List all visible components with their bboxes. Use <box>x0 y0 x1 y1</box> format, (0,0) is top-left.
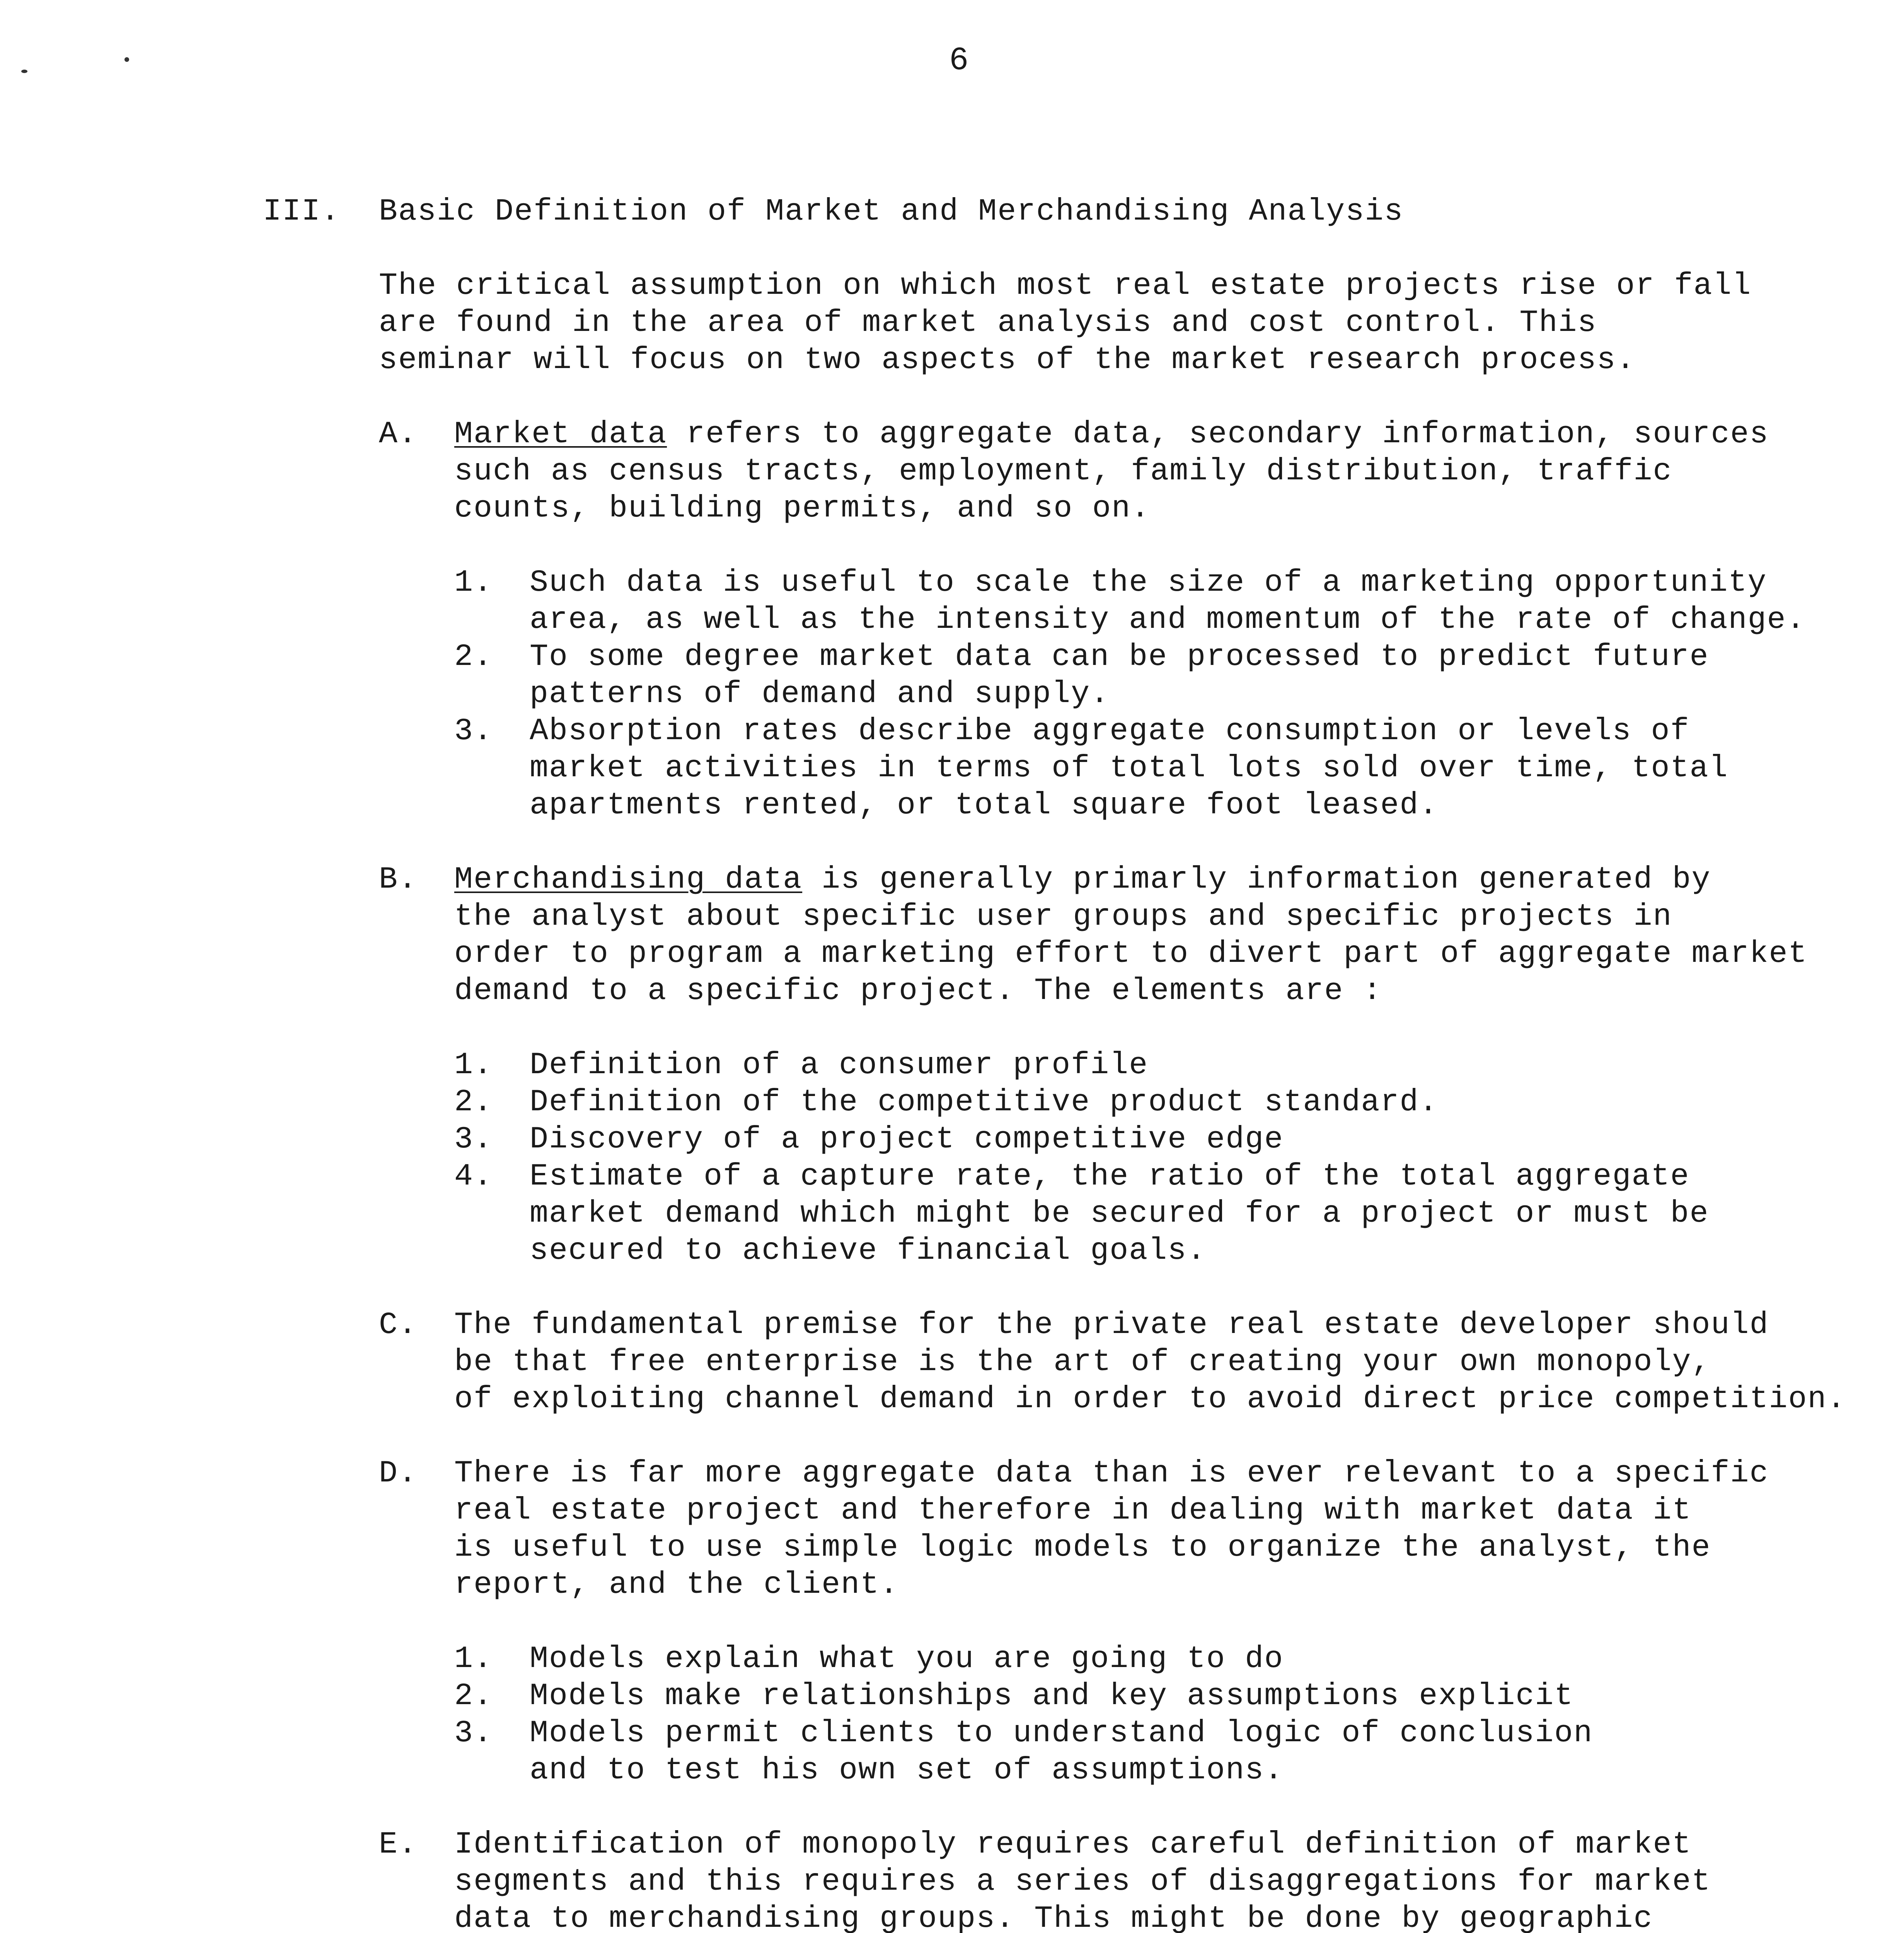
item-text: There is far more aggregate data than is ever relevant to a specific real estate project and therefore in dealing with market data it is useful to use simple logic models to organize the analyst, the report, and the client. <box>454 1456 1769 1602</box>
section-iii <box>263 193 1871 1933</box>
list-item <box>454 1641 1871 1678</box>
sublist-d <box>379 1641 1871 1789</box>
list-item-text: To some degree market data can be processed to predict future patterns of demand and supply. <box>530 639 1709 712</box>
list-item-number: 3. <box>454 1122 493 1157</box>
list-item-number: 1. <box>454 1048 493 1083</box>
item-body <box>454 416 1871 527</box>
item-letter: E. <box>379 1827 418 1862</box>
item-text: is generally primarly information generated by the analyst about specific user groups and specific projects in order to program a marketing effort to divert part of aggregate market demand to a specific project. The elements are : <box>454 862 1808 1009</box>
page-number: 6 <box>949 43 969 79</box>
item-paragraph <box>454 416 1871 527</box>
item-letter: C. <box>379 1307 418 1343</box>
list-item-number: 3. <box>454 714 493 749</box>
sublist-b <box>379 1047 1871 1270</box>
item-term: Market data <box>454 417 667 452</box>
item-text: Identification of monopoly requires careful definition of market segments and this requires a series of disaggregations for market data to merchandising groups. This might be done by geographic <box>454 1827 1711 1933</box>
list-item <box>454 1678 1871 1715</box>
list-item-text: Such data is useful to scale the size of a marketing opportunity area, as well as the intensity and momentum of the rate of change. <box>530 565 1806 638</box>
section-numeral: III. <box>263 194 341 229</box>
item-letter: B. <box>379 862 418 897</box>
list-item-number: 2. <box>454 639 493 675</box>
list-item-text: Models make relationships and key assumptions explicit <box>530 1679 1574 1714</box>
intro-paragraph: The critical assumption on which most real estate projects rise or fall are found in the area of market analysis and cost control. This seminar will focus on two aspects of the market research process. <box>379 268 1752 378</box>
list-item-text: Definition of the competitive product standard. <box>530 1085 1439 1120</box>
item-paragraph <box>454 861 1871 1010</box>
list-item <box>454 564 1871 639</box>
item-body <box>454 1455 1871 1604</box>
list-item-number: 1. <box>454 1642 493 1677</box>
list-item-text: Models explain what you are going to do <box>530 1642 1284 1677</box>
item-d <box>379 1455 1871 1604</box>
item-term: Merchandising data <box>454 862 803 897</box>
sublist-a <box>379 564 1871 824</box>
scan-speck <box>21 70 27 73</box>
list-item-number: 1. <box>454 565 493 600</box>
item-text: The fundamental premise for the private real estate developer should be that free enterprise is the art of creating your own monopoly, of exploiting channel demand in order to avoid direct price competition. <box>454 1307 1846 1417</box>
item-body <box>454 861 1871 1010</box>
section-heading <box>263 193 1871 230</box>
item-letter: A. <box>379 417 418 452</box>
list-item <box>454 1047 1871 1084</box>
item-c <box>379 1307 1871 1418</box>
item-body <box>454 1826 1871 1933</box>
item-body <box>454 1307 1871 1418</box>
item-letter: D. <box>379 1456 418 1491</box>
item-e <box>379 1826 1871 1933</box>
item-text: refers to aggregate data, secondary information, sources such as census tracts, employment, family distribution, traffic counts, building permits, and so on. <box>454 417 1769 526</box>
list-item-text: Models permit clients to understand logic of conclusion and to test his own set of assumptions. <box>530 1716 1593 1788</box>
item-a <box>379 416 1871 527</box>
list-item <box>454 1084 1871 1121</box>
list-item-text: Absorption rates describe aggregate consumption or levels of market activities in terms of total lots sold over time, total apartments rented, or total square foot leased. <box>530 714 1728 823</box>
list-item-number: 2. <box>454 1679 493 1714</box>
list-item <box>454 1715 1871 1789</box>
list-item-number: 4. <box>454 1159 493 1194</box>
list-item-text: Discovery of a project competitive edge <box>530 1122 1284 1157</box>
list-item <box>454 713 1871 824</box>
list-item-text: Estimate of a capture rate, the ratio of the total aggregate market demand which might be secured for a project or must be secured to achieve financial goals. <box>530 1159 1709 1268</box>
list-item <box>454 1158 1871 1270</box>
list-item-text: Definition of a consumer profile <box>530 1048 1149 1083</box>
item-b <box>379 861 1871 1010</box>
section-title: Basic Definition of Market and Merchandising Analysis <box>379 194 1404 229</box>
list-item <box>454 639 1871 713</box>
scan-speck <box>124 57 129 62</box>
list-item <box>454 1121 1871 1158</box>
list-item-number: 2. <box>454 1085 493 1120</box>
list-item-number: 3. <box>454 1716 493 1751</box>
